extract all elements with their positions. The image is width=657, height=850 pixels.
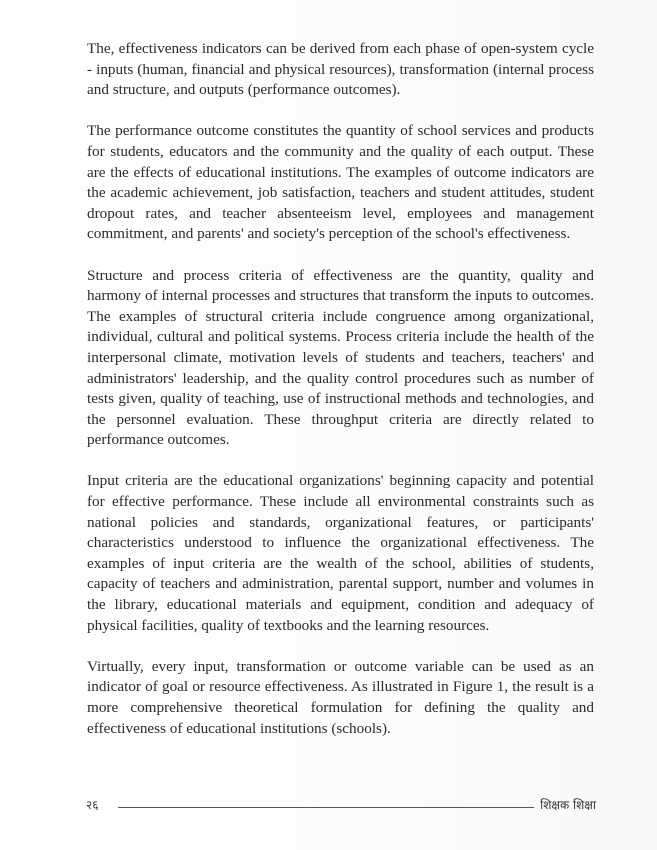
paragraph-virtually-every-input: Virtually, every input, transformation or outcome variable can be used as an indicator of goal or resource effectiveness. As illustrated in Figure 1, the result is a more comprehensive theoretical formulation for defining the quality and effectiveness of educational institutions (schools). [87,657,594,737]
paragraph-input-criteria: Input criteria are the educational organizations' beginning capacity and potential for effective performance. These include all environmental constraints such as national policies and standards, organizational features, or participants' characteristics understood to influence the organizational effectiveness. The examples of input criteria are the wealth of the school, abilities of students, capacity of teachers and administration, parental support, number and volumes in the library, educational materials and equipment, condition and adequacy of physical facilities, quality of textbooks and the learning resources. [87,472,594,634]
page-number: २६ [86,797,99,812]
body-text [87,39,594,760]
footer-divider [118,807,534,808]
paragraph-effectiveness-indicators: The, effectiveness indicators can be derived from each phase of open-system cycle - inputs (human, financial and physical resources), transformation (internal process and structure, and outputs (performance outcomes). [87,40,594,99]
journal-name: शिक्षक शिक्षा [540,797,596,812]
paragraph-performance-outcome: The performance outcome constitutes the quantity of school services and products for students, educators and the community and the quality of each output. These are the effects of educational institutions. The examples of outcome indicators are the academic achievement, job satisfaction, teachers and student attitudes, student dropout rates, and teacher absenteeism level, employees and management commitment, and parents' and society's perception of the school's effectiveness. [87,122,594,243]
paragraph-structure-process-criteria: Structure and process criteria of effectiveness are the quantity, quality and harmony of internal processes and structures that transform the inputs to outcomes. The examples of structural criteria include congruence among organizational, individual, cultural and political systems. Process criteria include the health of the interpersonal climate, motivation levels of students and teachers, teachers' and administrators' leadership, and the quality control procedures such as number of tests given, quality of teaching, use of instructional methods and technologies, and the personnel evaluation. These throughput criteria are directly related to performance outcomes. [87,266,594,449]
page-footer [86,793,596,815]
